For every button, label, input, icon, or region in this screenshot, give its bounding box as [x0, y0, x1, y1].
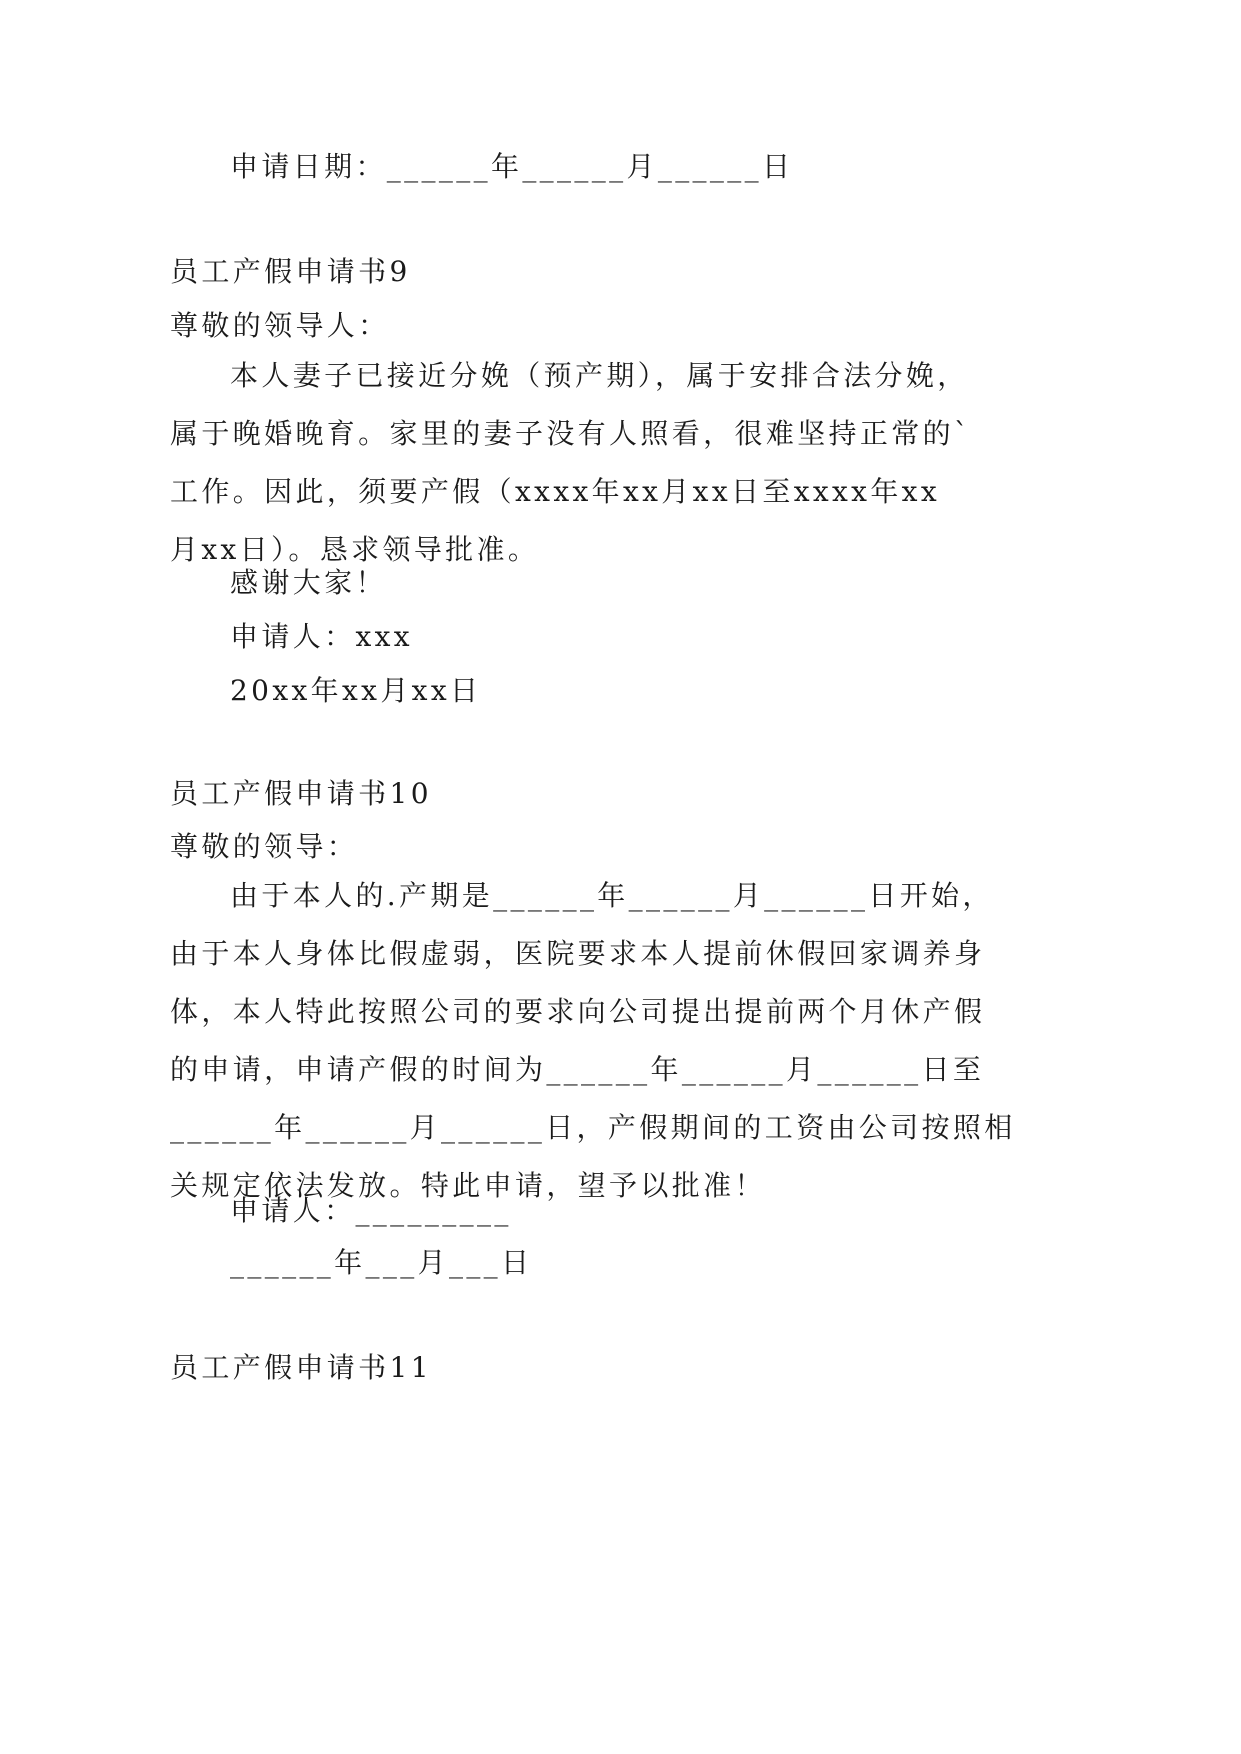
section9-salutation: 尊敬的领导人：: [170, 309, 390, 342]
section10-salutation: 尊敬的领导：: [170, 830, 359, 863]
section9-thanks: 感谢大家！: [230, 566, 387, 599]
section10-body: [170, 867, 1016, 1215]
section10-body-line: 由于本人身体比假虚弱，医院要求本人提前休假回家调养身: [170, 937, 986, 970]
section10-body-line: 关规定依法发放。特此申请，望予以批准！: [170, 1169, 766, 1202]
section9-body: [170, 347, 972, 579]
section10-body-line: 体，本人特此按照公司的要求向公司提出提前两个月休产假: [170, 995, 986, 1028]
section10-body-line: ______年______月______日，产假期间的工资由公司按照相: [170, 1111, 1016, 1144]
prev-date-line: 申请日期：______年______月______日: [230, 150, 794, 183]
section10-date: ______年___月___日: [230, 1246, 533, 1279]
section9-body-line: 本人妻子已接近分娩（预产期），属于安排合法分娩，: [230, 359, 969, 392]
section9-heading: 员工产假申请书9: [170, 255, 411, 288]
section10-body-line: 由于本人的.产期是______年______月______日开始，: [230, 879, 994, 912]
section10-body-line: 的申请，申请产假的时间为______年______月______日至: [170, 1053, 985, 1086]
section10-heading: 员工产假申请书10: [170, 777, 432, 810]
section9-body-line: 月xx日）。恳求领导批准。: [170, 533, 540, 566]
section9-body-line: 属于晚婚晚育。家里的妻子没有人照看，很难坚持正常的`: [170, 417, 972, 450]
section9-date: 20xx年xx月xx日: [230, 674, 482, 707]
section9-body-line: 工作。因此，须要产假（xxxx年xx月xx日至xxxx年xx: [170, 475, 940, 508]
section10-applicant: 申请人：_________: [230, 1194, 512, 1227]
section11-heading: 员工产假申请书11: [170, 1351, 432, 1384]
section9-applicant: 申请人：xxx: [230, 620, 413, 653]
